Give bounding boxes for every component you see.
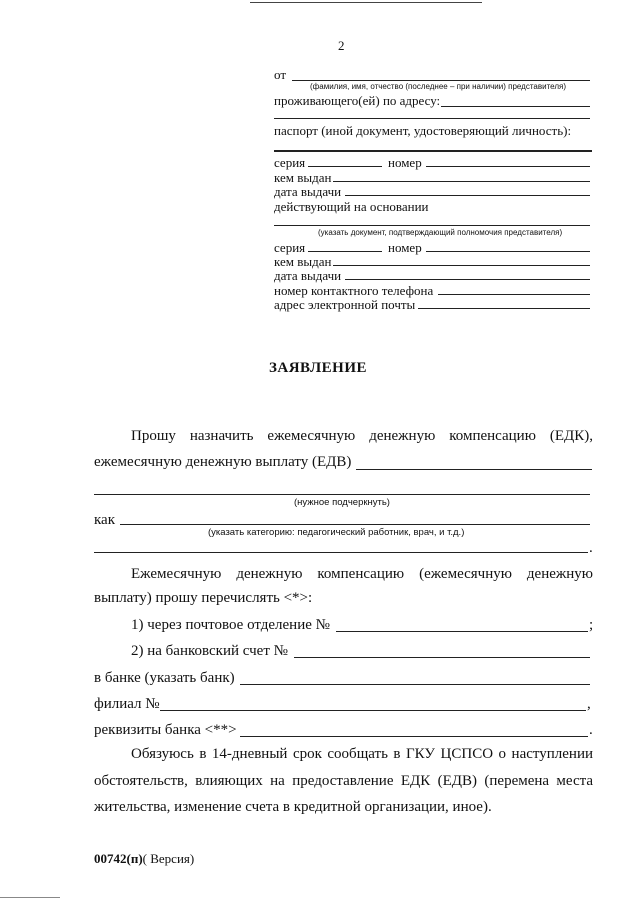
form-code-footer [94,851,194,866]
number-field[interactable] [426,166,590,167]
email-label: адрес электронной почты [274,297,416,312]
acting-basis-label: действующий на основании [274,199,429,214]
bank-label: в банке (указать банк) [94,670,235,686]
option2-label: 2) на банковский счет № [131,643,288,659]
para1-line2: ежемесячную денежную выплату (ЕДВ) [94,454,352,470]
category-field[interactable] [120,524,590,525]
series-label: серия [274,155,306,170]
option1-end: ; [589,617,594,633]
post-office-field[interactable] [336,631,588,632]
fio-hint: (фамилия, имя, отчество (последнее – при наличии) представителя) [310,82,566,91]
address-label: проживающего(ей) по адресу: [274,93,441,108]
category-field-line2[interactable] [94,552,588,553]
series2-label: серия [274,240,306,255]
option1-label: 1) через почтовое отделение № [131,617,330,633]
para2-line1: Ежемесячную денежную компенсацию (ежемесячную денежную [131,566,593,582]
category-period: . [589,540,593,556]
bank-field[interactable] [240,684,590,685]
number-label: номер [388,155,422,170]
issue-date2-label: дата выдачи [274,268,342,283]
para2-line2: выплату) прошу перечислять <*>: [94,590,313,606]
page-number: 2 [338,38,345,53]
fio-field[interactable] [292,80,590,81]
requisites-label: реквизиты банка <**> [94,722,237,738]
address-field[interactable] [441,106,590,107]
para1-line1: Прошу назначить ежемесячную денежную компенсацию (ЕДК), [131,428,593,444]
branch-label: филиал № [94,696,160,712]
underline-hint: (нужное подчеркнуть) [294,497,390,508]
from-label: от [274,67,287,82]
series2-field[interactable] [308,251,382,252]
para3-line3: жительства, изменение счета в кредитной организации, иное). [94,799,492,815]
issued-by2-label: кем выдан [274,254,332,269]
bottom-edge-line [0,897,60,898]
bank-account-field[interactable] [294,657,590,658]
payment-type-field[interactable] [356,469,592,470]
para3-line1: Обязуюсь в 14-дневный срок сообщать в ГКУ ЦСПСО о наступлении [131,746,593,762]
branch-end: , [587,696,591,712]
issued-by-label: кем выдан [274,170,332,185]
series-field[interactable] [308,166,382,167]
as-label: как [94,512,116,528]
phone-field[interactable] [438,294,590,295]
form-code: 00742(п) [94,851,143,866]
requisites-end: . [589,722,593,738]
form-version: ( Версия) [142,851,195,866]
authority-doc-field[interactable] [274,225,590,226]
requisites-field[interactable] [240,736,588,737]
issued-by2-field[interactable] [333,265,590,266]
issue-date-field[interactable] [345,195,590,196]
number2-label: номер [388,240,422,255]
branch-field[interactable] [160,710,586,711]
document-title: ЗАЯВЛЕНИЕ [268,360,368,376]
category-hint: (указать категорию: педагогический работник, врач, и т.д.) [208,527,465,538]
issued-by-field[interactable] [333,181,590,182]
email-field[interactable] [418,308,590,309]
payment-type-field-line2[interactable] [94,494,590,495]
top-edge-line [250,2,482,3]
authority-doc-hint: (указать документ, подтверждающий полномочия представителя) [318,228,563,237]
address-field-line2[interactable] [274,118,590,119]
para3-line2: обстоятельств, влияющих на предоставление ЕДК (ЕДВ) (перемена места [94,773,593,789]
phone-label: номер контактного телефона [274,283,434,298]
passport-label: паспорт (иной документ, удостоверяющий личность): [274,123,572,138]
issue-date2-field[interactable] [345,279,590,280]
passport-field[interactable] [274,150,592,152]
issue-date-label: дата выдачи [274,184,342,199]
number2-field[interactable] [426,251,590,252]
